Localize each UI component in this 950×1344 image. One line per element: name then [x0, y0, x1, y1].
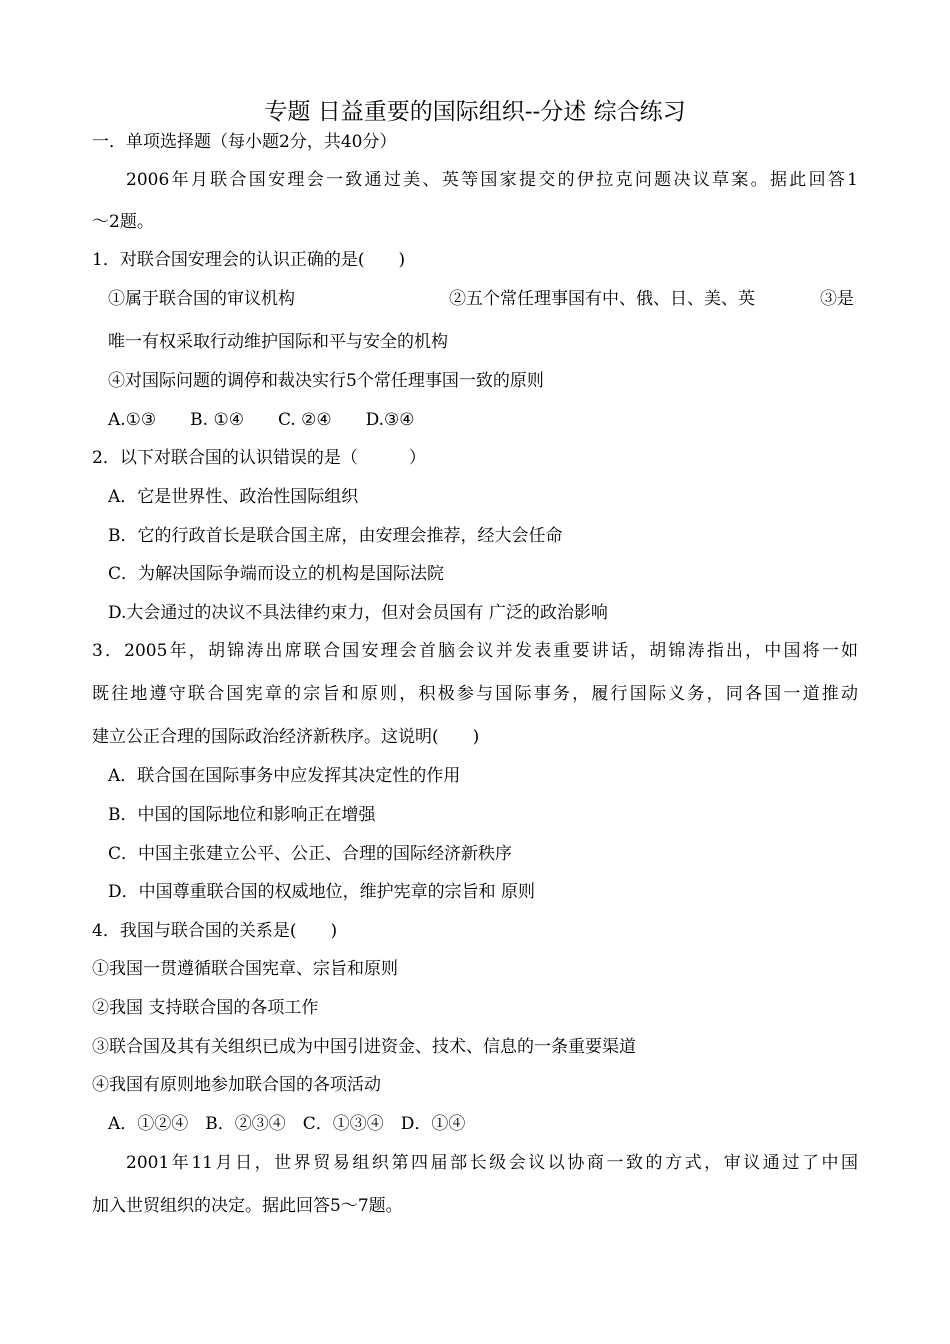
question-2-choice-d: D.大会通过的决议不具法律约束力，但对会员国有 广泛的政治影响 — [108, 603, 608, 623]
question-2-choice-a: A．它是世界性、政治性国际组织 — [108, 487, 359, 507]
question-1-option-3-continued: 唯一有权采取行动维护国际和平与安全的机构 — [108, 332, 448, 352]
question-1-option-4: ④对国际问题的调停和裁决实行5个常任理事国一致的原则 — [108, 371, 544, 391]
intro-paragraph-2-line-1: 2001年11月日，世界贸易组织第四届部长级会议以协商一致的方式，审议通过了中国 — [126, 1153, 858, 1173]
question-4-statement-4: ④我国有原则地参加联合国的各项活动 — [92, 1075, 381, 1095]
intro-paragraph-2-line-2: 加入世贸组织的决定。据此回答5～7题。 — [92, 1196, 403, 1216]
question-3-stem-line-1: 3．2005年，胡锦涛出席联合国安理会首脑会议并发表重要讲话，胡锦涛指出，中国将一如 — [92, 641, 858, 661]
page-title: 专题 日益重要的国际组织--分述 综合练习 — [264, 99, 686, 125]
question-1-option-2: ②五个常任理事国有中、俄、日、美、英 — [449, 289, 755, 309]
question-3-choice-a: A．联合国在国际事务中应发挥其决定性的作用 — [108, 766, 461, 786]
question-1-stem: 1．对联合国安理会的认识正确的是( ) — [92, 250, 406, 270]
question-1-option-1: ①属于联合国的审议机构 — [108, 289, 295, 309]
question-3-choice-d: D．中国尊重联合国的权威地位，维护宪章的宗旨和 原则 — [108, 882, 536, 902]
question-4-stem: 4．我国与联合国的关系是( ) — [92, 921, 338, 941]
question-3-stem-line-3: 建立公正合理的国际政治经济新秩序。这说明( ) — [92, 727, 480, 747]
question-2-choice-c: C．为解决国际争端而设立的机构是国际法院 — [108, 564, 445, 584]
intro-paragraph-1-line-1: 2006年月联合国安理会一致通过美、英等国家提交的伊拉克问题决议草案。据此回答1 — [126, 170, 858, 190]
question-3-stem-line-2: 既往地遵守联合国宪章的宗旨和原则，积极参与国际事务，履行国际义务，同各国一道推动 — [92, 684, 858, 704]
question-4-choices: A．①②④ B．②③④ C．①③④ D．①④ — [108, 1114, 466, 1134]
question-3-choice-b: B．中国的国际地位和影响正在增强 — [108, 805, 376, 825]
intro-paragraph-1-line-2: ～2题。 — [92, 212, 154, 232]
question-4-statement-2: ②我国 支持联合国的各项工作 — [92, 998, 319, 1018]
question-4-statement-3: ③联合国及其有关组织已成为中国引进资金、技术、信息的一条重要渠道 — [92, 1037, 636, 1057]
question-1-option-3-start: ③是 — [820, 289, 854, 309]
question-1-choices: A.①③ B. ①④ C. ②④ D.③④ — [108, 410, 415, 430]
question-2-stem: 2．以下对联合国的认识错误的是（ ） — [92, 448, 426, 468]
section-heading: 一．单项选择题（每小题2分，共40分） — [92, 132, 397, 152]
question-2-choice-b: B．它的行政首长是联合国主席，由安理会推荐，经大会任命 — [108, 526, 563, 546]
question-4-statement-1: ①我国一贯遵循联合国宪章、宗旨和原则 — [92, 959, 398, 979]
question-3-choice-c: C．中国主张建立公平、公正、合理的国际经济新秩序 — [108, 844, 513, 864]
